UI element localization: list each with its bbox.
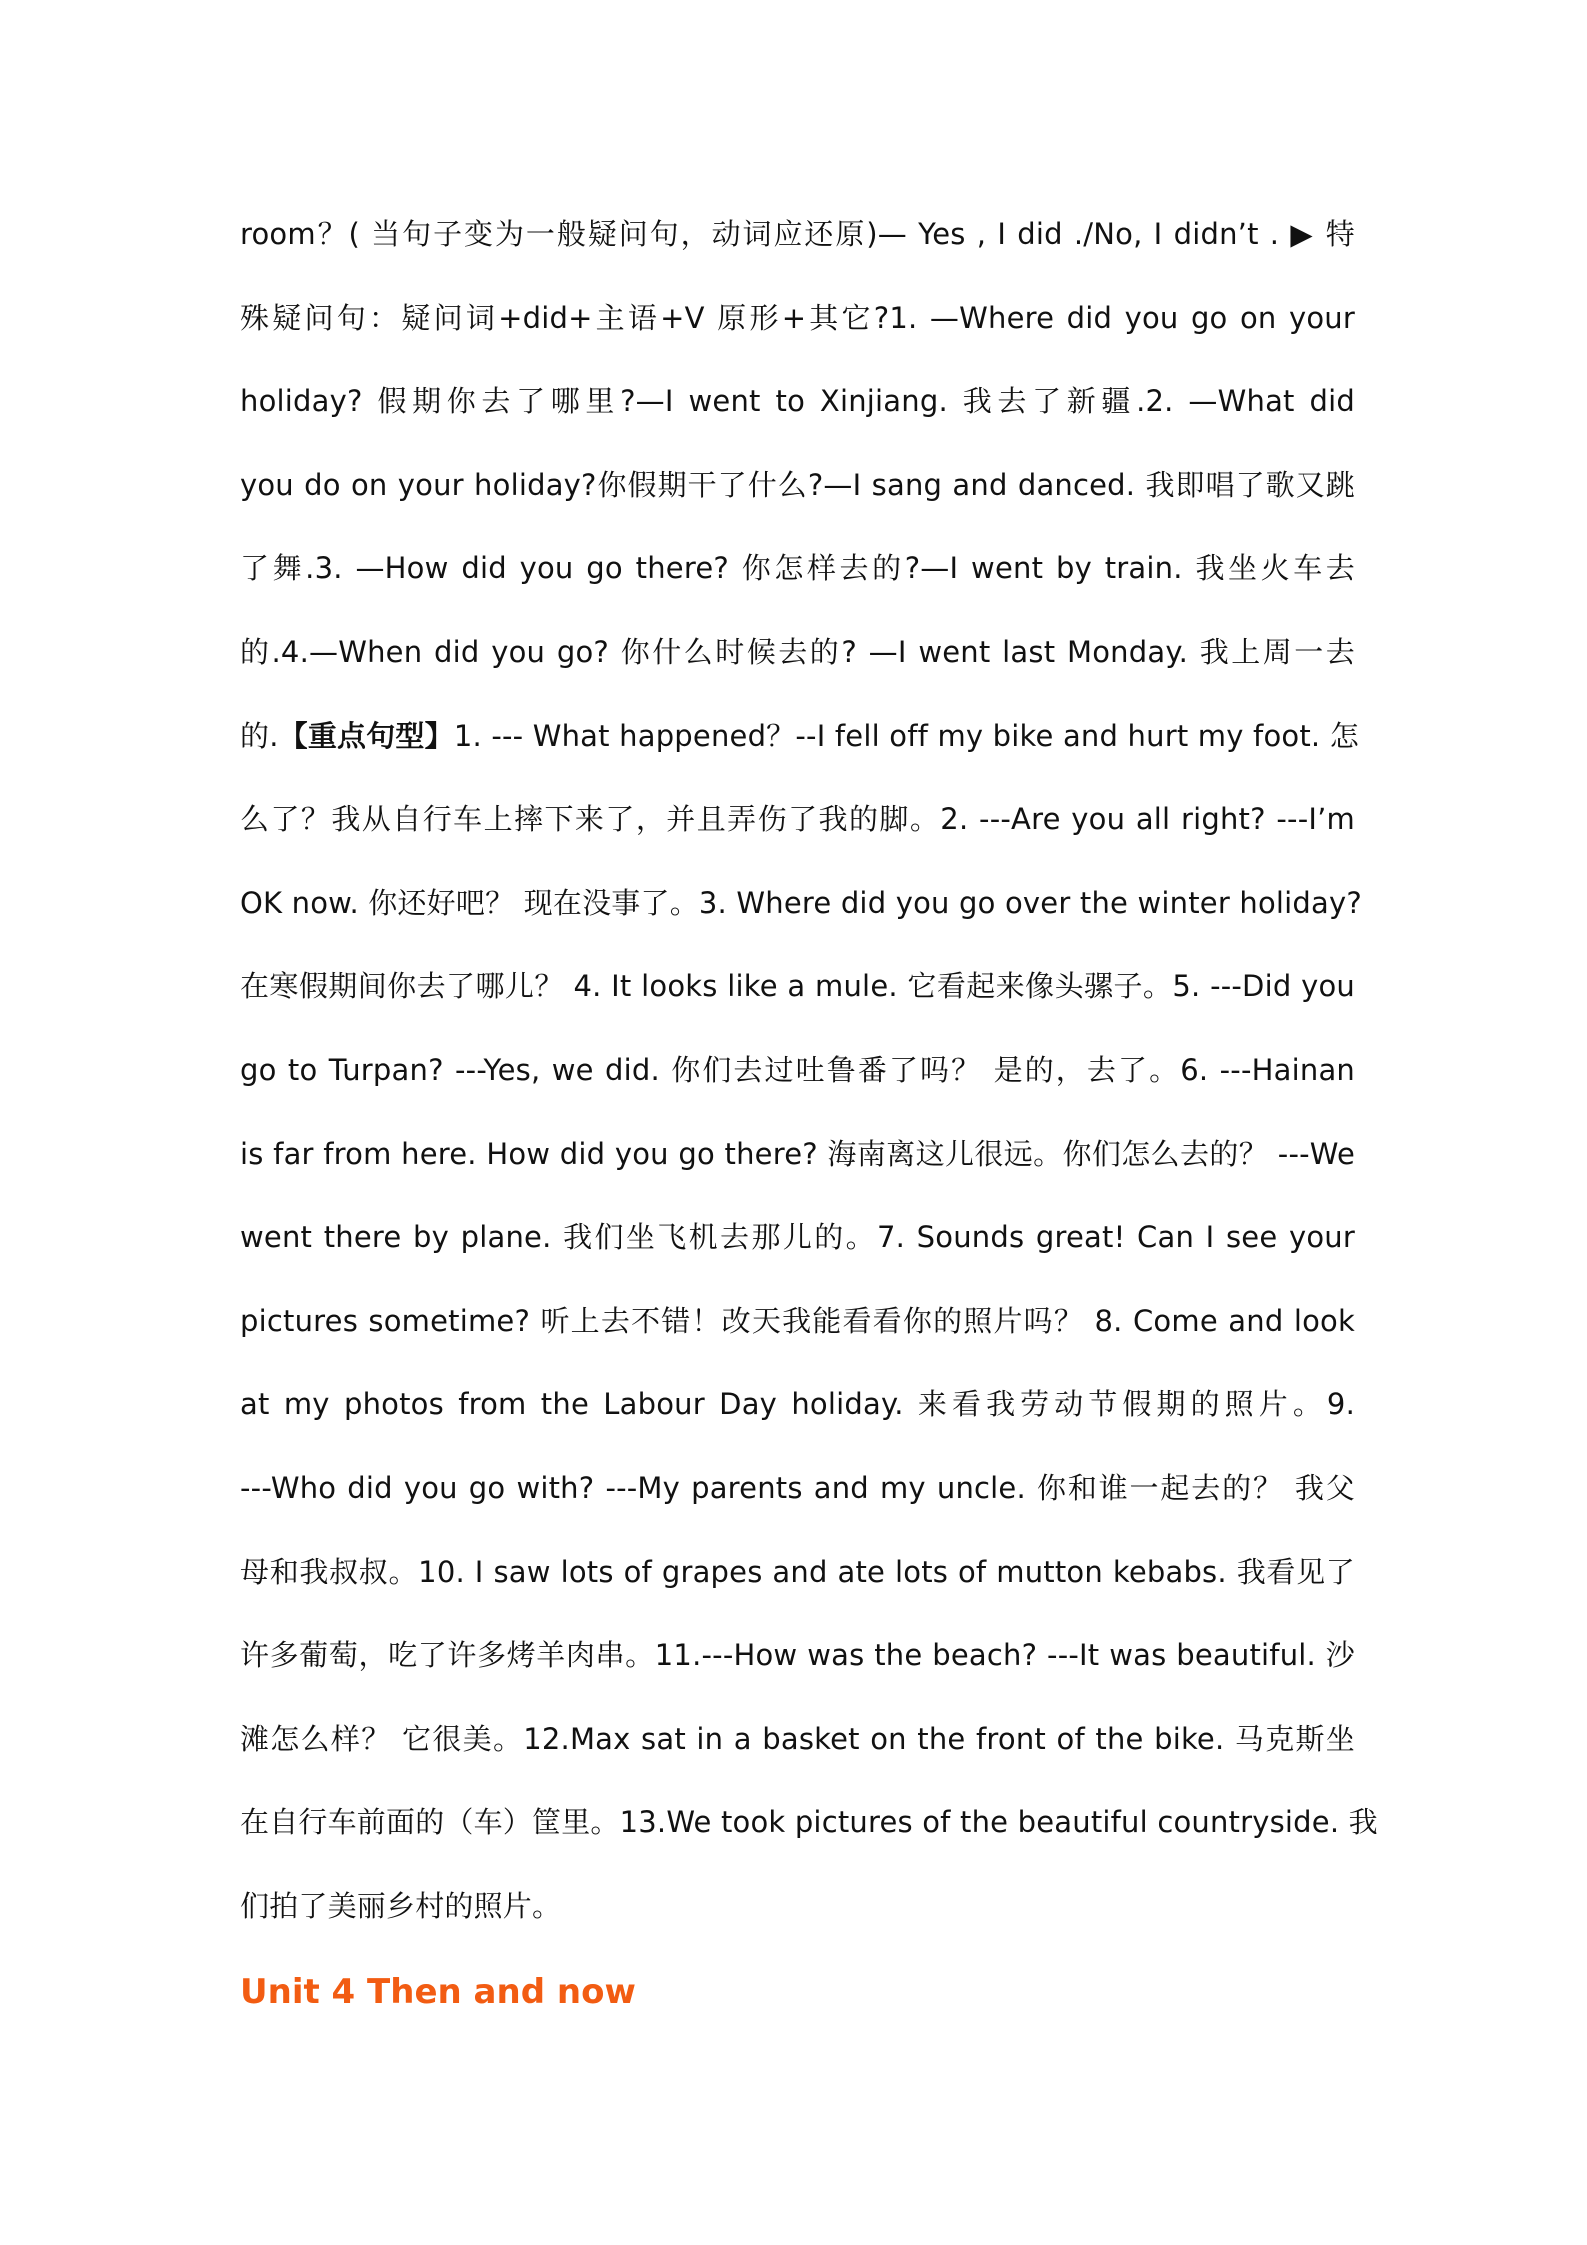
text-line: 们拍了美丽乡村的照片。 [240,1888,562,1923]
text-segment: 的. [240,718,279,753]
text-line: at my photos from the Labour Day holiday. 来看我劳动节假期的照片。9. [240,1387,1355,1422]
text-line: you do on your holiday?你假期干了什么?—I sang and danced. 我即唱了歌又跳 [240,467,1355,502]
text-line: 的.4.—When did you go? 你什么时候去的? —I went last Monday. 我上周一去 [240,634,1355,669]
text-line: 母和我叔叔。10. I saw lots of grapes and ate lots of mutton kebabs. 我看见了 [240,1554,1355,1589]
text-line: room？( 当句子变为一般疑问句，动词应还原)— Yes , I did ./No, I didn’t . ▶ 特 [240,217,1355,251]
text-line: 在自行车前面的（车）筐里。13.We took pictures of the beautiful countryside. 我 [240,1805,1378,1840]
text-line: went there by plane. 我们坐飞机去那儿的。7. Sounds great! Can I see your [240,1220,1355,1255]
text-line: OK now. 你还好吧？ 现在没事了。3. Where did you go over the winter holiday? [240,885,1362,920]
text-line: holiday? 假期你去了哪里?—I went to Xinjiang. 我去了新疆.2. —What did [240,384,1355,419]
text-body [240,200,1378,1955]
text-line: 在寒假期间你去了哪儿？ 4. It looks like a mule. 它看起来像头骡子。5. ---Did you [240,969,1355,1004]
text-line: 了舞.3. —How did you go there? 你怎样去的?—I went by train. 我坐火车去 [240,551,1355,586]
text-segment: 1. --- What happened？--I fell off my bike and hurt my foot. 怎 [453,718,1359,753]
text-line: is far from here. How did you go there? 海南离这儿很远。你们怎么去的？ ---We [240,1136,1355,1171]
text-line: pictures sometime? 听上去不错！改天我能看看你的照片吗？ 8. Come and look [240,1303,1355,1338]
text-line: go to Turpan? ---Yes, we did. 你们去过吐鲁番了吗？ 是的，去了。6. ---Hainan [240,1052,1355,1087]
text-line: ---Who did you go with? ---My parents and my uncle. 你和谁一起去的？ 我父 [240,1470,1355,1505]
text-line: 许多葡萄，吃了许多烤羊肉串。11.---How was the beach? ---It was beautiful. 沙 [240,1638,1355,1673]
unit-heading: Unit 4 Then and now [240,1972,636,2012]
text-line: 么了？我从自行车上摔下来了，并且弄伤了我的脚。2. ---Are you all right? ---I’m [240,802,1355,837]
text-line: 殊疑问句：疑问词+did+主语+V 原形+其它?1. —Where did you go on your [240,300,1355,335]
text-line [240,702,1359,786]
text-line: 滩怎么样？ 它很美。12.Max sat in a basket on the front of the bike. 马克斯坐 [240,1721,1355,1756]
key-sentences-label: 【重点句型】 [278,718,454,753]
